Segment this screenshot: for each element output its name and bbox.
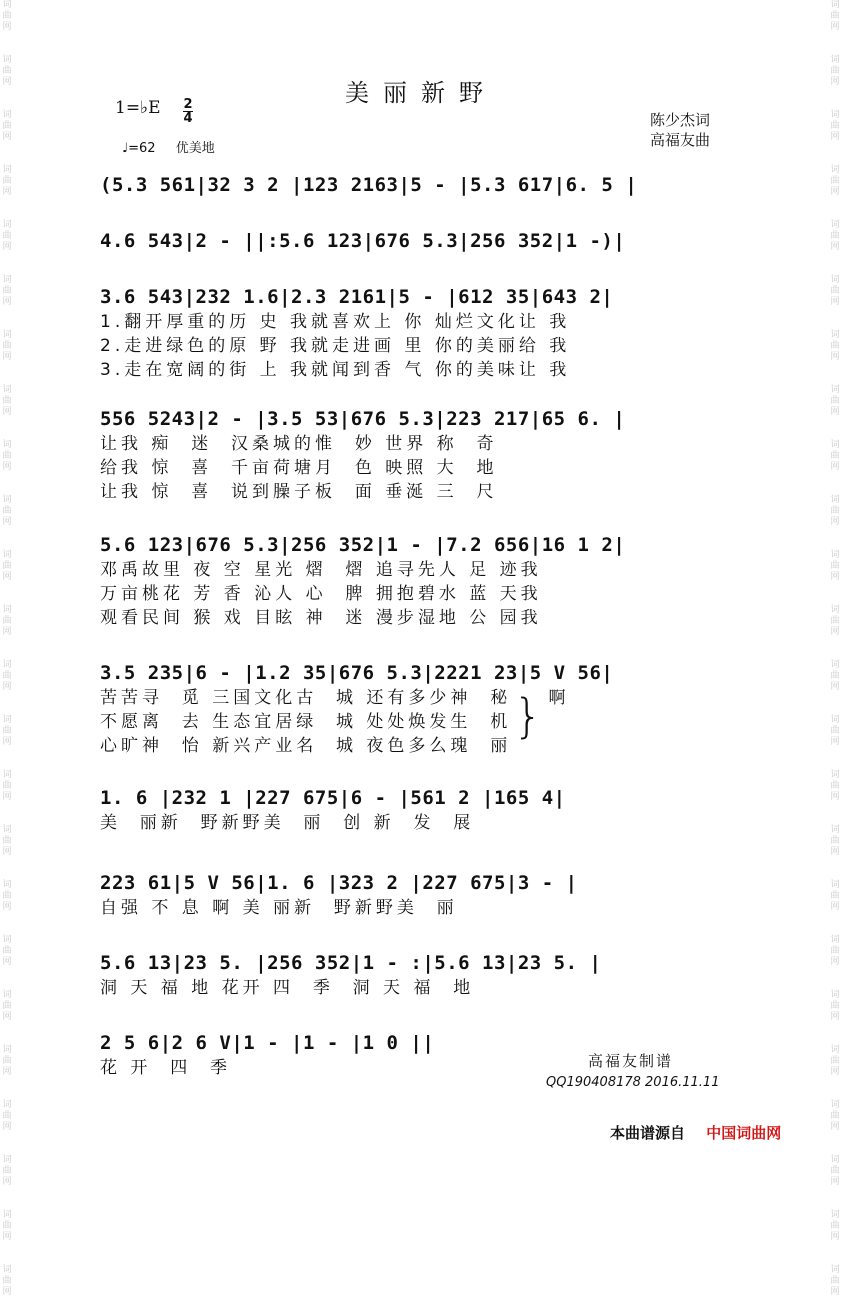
notation-line: 2 5 6|2 6 V|1 - |1 - |1 0 ||	[100, 1032, 435, 1054]
watermark-mark: 词 曲 网	[2, 55, 12, 87]
score-system	[100, 870, 745, 920]
watermark-mark: 词 曲 网	[2, 1210, 12, 1242]
watermark-mark: 词 曲 网	[2, 880, 12, 912]
lyrics-stack	[100, 686, 511, 758]
lyric-line: 苦苦寻 觅 三国文化古 城 还有多少神 秘	[100, 688, 512, 708]
composer: 高福友曲	[650, 131, 711, 149]
notation-line: 3.6 543|232 1.6|2.3 2161|5 - |612 35|643 2|	[100, 286, 614, 308]
lyrics-block	[100, 310, 745, 382]
watermark-mark: 词 曲 网	[830, 0, 840, 32]
watermark-mark: 词 曲 网	[2, 550, 12, 582]
watermark-mark: 词 曲 网	[2, 1155, 12, 1187]
credits	[650, 110, 710, 150]
tempo-value: ♩=62	[122, 141, 156, 156]
lyric-line: 万亩桃花 芳 香 沁人 心 脾 拥抱碧水 蓝 天我	[100, 584, 542, 604]
watermark-mark: 词 曲 网	[830, 330, 840, 362]
watermark-mark: 词 曲 网	[830, 825, 840, 857]
watermark-mark: 词 曲 网	[2, 110, 12, 142]
watermark-mark: 词 曲 网	[2, 770, 12, 802]
watermark-mark: 词 曲 网	[830, 440, 840, 472]
expression-mark: 优美地	[175, 141, 215, 156]
watermark-mark: 词 曲 网	[830, 495, 840, 527]
watermark-mark: 词 曲 网	[830, 715, 840, 747]
watermark-mark: 词 曲 网	[2, 605, 12, 637]
lyric-tail: 啊	[548, 688, 566, 708]
watermark-mark: 词 曲 网	[830, 275, 840, 307]
watermark-mark: 词 曲 网	[2, 825, 12, 857]
lyrics-block	[100, 558, 745, 630]
lyrics-block	[100, 976, 745, 1000]
notation-line: 5.6 123|676 5.3|256 352|1 - |7.2 656|16 1 2|	[100, 534, 626, 556]
source-credit	[610, 1122, 781, 1143]
source-label: 本曲谱源自	[610, 1124, 686, 1142]
watermark-mark: 词 曲 网	[830, 55, 840, 87]
watermark-mark: 词 曲 网	[830, 605, 840, 637]
contact-and-date: QQ190408178 2016.11.11	[546, 1075, 720, 1090]
watermark-left	[0, 0, 14, 1297]
meter-top: 2	[183, 97, 193, 112]
lyric-line: 美 丽新 野新野美 丽 创 新 发 展	[100, 813, 475, 833]
score-system	[100, 172, 745, 198]
watermark-mark: 词 曲 网	[830, 1265, 840, 1297]
song-title: 美丽新野	[345, 79, 497, 107]
watermark-mark: 词 曲 网	[830, 220, 840, 252]
lyrics-block	[100, 896, 745, 920]
watermark-mark: 词 曲 网	[2, 935, 12, 967]
watermark-right	[828, 0, 842, 1297]
lyric-line: 邓禹故里 夜 空 星光 熠 熠 追寻先人 足 迹我	[100, 560, 542, 580]
score-system	[100, 228, 745, 254]
score-system	[100, 660, 745, 758]
brace-mark: }	[513, 689, 543, 743]
notation-line: 1. 6 |232 1 |227 675|6 - |561 2 |165 4|	[100, 787, 566, 809]
watermark-mark: 词 曲 网	[2, 660, 12, 692]
score-system	[100, 284, 745, 382]
lyric-line: 心旷神 怡 新兴产业名 城 夜色多么瑰 丽	[100, 736, 512, 756]
time-signature	[183, 98, 193, 125]
tempo-marking	[122, 137, 215, 156]
lyric-line: 2.走进绿色的原 野 我就走进画 里 你的美丽给 我	[100, 336, 571, 356]
watermark-mark: 词 曲 网	[830, 1210, 840, 1242]
score-system	[100, 406, 745, 504]
notation-line: 4.6 543|2 - ||:5.6 123|676 5.3|256 352|1 -)|	[100, 230, 626, 252]
source-site[interactable]: 中国词曲网	[706, 1124, 782, 1142]
lyricist: 陈少杰词	[650, 111, 711, 129]
notation-line: 5.6 13|23 5. |256 352|1 - :|5.6 13|23 5. |	[100, 952, 602, 974]
watermark-mark: 词 曲 网	[830, 770, 840, 802]
watermark-mark: 词 曲 网	[2, 220, 12, 252]
notation-line: 223 61|5 V 56|1. 6 |323 2 |227 675|3 - |	[100, 872, 578, 894]
watermark-mark: 词 曲 网	[830, 165, 840, 197]
meter-bottom: 4	[183, 111, 193, 126]
score-system	[100, 785, 745, 835]
watermark-mark: 词 曲 网	[2, 1265, 12, 1297]
lyrics-block	[100, 686, 745, 758]
lyric-line: 洞 天 福 地 花开 四 季 洞 天 福 地	[100, 978, 475, 998]
lyric-line: 给我 惊 喜 千亩荷塘月 色 映照 大 地	[100, 458, 498, 478]
lyric-line: 不愿离 去 生态宜居绿 城 处处焕发生 机	[100, 712, 512, 732]
notation-line: (5.3 561|32 3 2 |123 2163|5 - |5.3 617|6. 5 |	[100, 174, 638, 196]
lyric-line: 自强 不 息 啊 美 丽新 野新野美 丽	[100, 898, 458, 918]
key-signature: 1=♭E	[115, 98, 161, 118]
watermark-mark: 词 曲 网	[2, 1045, 12, 1077]
score-system	[100, 532, 745, 630]
watermark-mark: 词 曲 网	[2, 275, 12, 307]
watermark-mark: 词 曲 网	[2, 990, 12, 1022]
lyric-line: 观看民间 猴 戏 目眩 神 迷 漫步湿地 公 园我	[100, 608, 542, 628]
watermark-mark: 词 曲 网	[830, 1045, 840, 1077]
watermark-mark: 词 曲 网	[830, 1155, 840, 1187]
watermark-mark: 词 曲 网	[830, 550, 840, 582]
lyric-line: 让我 惊 喜 说到臊子板 面 垂涎 三 尺	[100, 482, 498, 502]
lyrics-block	[100, 811, 745, 835]
watermark-mark: 词 曲 网	[2, 715, 12, 747]
lyric-line: 3.走在宽阔的街 上 我就闻到香 气 你的美味让 我	[100, 360, 571, 380]
lyric-line: 花 开 四 季	[100, 1058, 232, 1078]
score-maker: 高福友制谱	[588, 1052, 674, 1070]
watermark-mark: 词 曲 网	[2, 495, 12, 527]
watermark-mark: 词 曲 网	[830, 990, 840, 1022]
watermark-mark: 词 曲 网	[830, 660, 840, 692]
watermark-mark: 词 曲 网	[830, 110, 840, 142]
watermark-mark: 词 曲 网	[2, 1100, 12, 1132]
lyric-line: 1.翻开厚重的历 史 我就喜欢上 你 灿烂文化让 我	[100, 312, 571, 332]
score-system	[100, 950, 745, 1000]
watermark-mark: 词 曲 网	[830, 385, 840, 417]
watermark-mark: 词 曲 网	[830, 935, 840, 967]
notation-line: 3.5 235|6 - |1.2 35|676 5.3|2221 23|5 V 56|	[100, 662, 614, 684]
watermark-mark: 词 曲 网	[2, 385, 12, 417]
watermark-mark: 词 曲 网	[830, 1100, 840, 1132]
watermark-mark: 词 曲 网	[2, 0, 12, 32]
lyric-line: 让我 痴 迷 汉桑城的惟 妙 世界 称 奇	[100, 434, 498, 454]
watermark-mark: 词 曲 网	[2, 165, 12, 197]
lyrics-block	[100, 432, 745, 504]
watermark-mark: 词 曲 网	[830, 880, 840, 912]
watermark-mark: 词 曲 网	[2, 440, 12, 472]
watermark-mark: 词 曲 网	[2, 330, 12, 362]
notation-line: 556 5243|2 - |3.5 53|676 5.3|223 217|65 6. |	[100, 408, 626, 430]
